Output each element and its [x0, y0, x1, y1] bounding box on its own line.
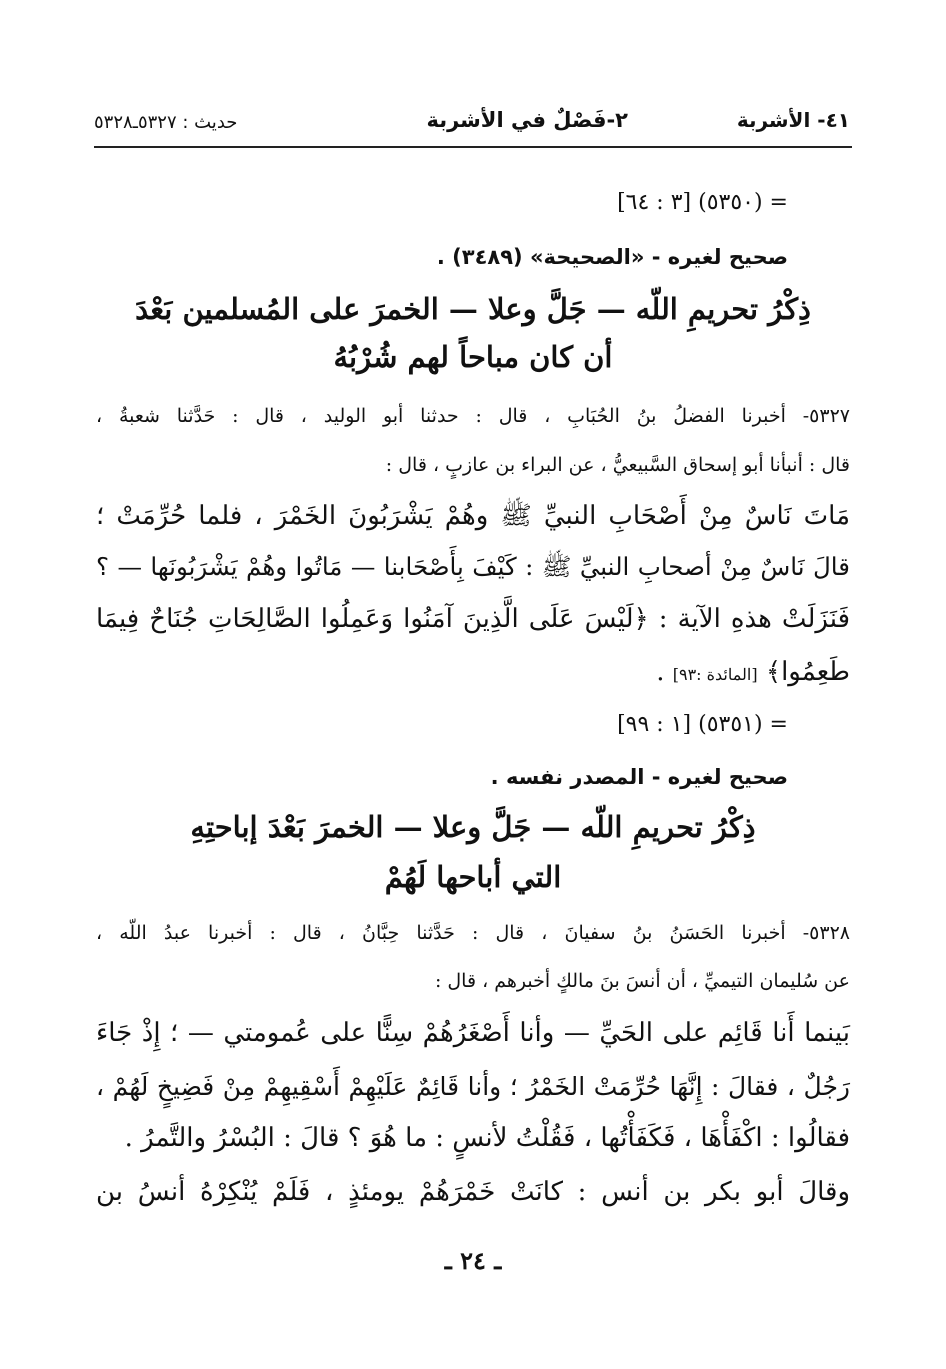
chapter-title-2-line-2: التي أباحها لَهُمْ	[384, 860, 562, 894]
isnad-1-line-1: ٥٣٢٧- أخبرنا الفضلُ بنُ الحُبَابِ ، قال : حدثنا أبو الوليد ، قال : حَدَّثنا شعبةُ ،	[96, 405, 850, 427]
header-divider	[94, 146, 852, 148]
chapter-title-1-line-2: أن كان مباحاً لهم شُرْبُهُ	[333, 340, 613, 374]
grading-1: صحيح لغيره - «الصحيحة» (٣٤٨٩) .	[436, 245, 788, 269]
cross-reference-1: = (٥٣٥٠) [٣ : ٦٤]	[617, 190, 788, 215]
chapter-title-1-line-1: ذِكْرُ تحريمِ اللّه — جَلَّ وعلا — الخمرَ على المُسلمين بَعْدَ	[135, 292, 811, 326]
matn-1-line-2: قالَ نَاسٌ مِنْ أصحابِ النبيِّ ﷺ : كَيْفَ بِأَصْحَابنا — مَاتُوا وهُمْ يَشْرَبُونَها — ؟	[96, 552, 850, 581]
page-number: ـ ٢٤ ـ	[444, 1246, 502, 1275]
quran-reference: [المائدة :٩٣]	[672, 665, 758, 684]
matn-1-line-1: مَاتَ نَاسٌ مِنْ أَصْحَابِ النبيِّ ﷺ وهُمْ يَشْرَبُونَ الخَمْرَ ، فلما حُرِّمَتْ ؛	[96, 501, 850, 531]
matn-2-line-4: وقالَ أبو بكر بن أنس : كانَتْ خَمْرَهُمْ يومئذٍ ، فَلَمْ يُنْكِرْهُ أنسُ بن	[96, 1177, 850, 1207]
sentence-end: .	[656, 657, 665, 687]
cross-reference-2: = (٥٣٥١) [١ : ٩٩]	[617, 712, 788, 737]
matn-1-line-4	[96, 657, 850, 687]
matn-1-line-3: فَنَزَلَتْ هذهِ الآية : ﴿لَيْسَ عَلَى الَّذِينَ آمَنُوا وَعَمِلُوا الصَّالِحَاتِ جُنَاحٌ فِيمَا	[96, 604, 851, 634]
chapter-title-2-line-1: ذِكْرُ تحريمِ اللّه — جَلَّ وعلا — الخمرَ بَعْدَ إباحتِهِ	[190, 810, 756, 844]
header-chapter: ٢-فَصْلٌ في الأشربة	[426, 108, 628, 132]
isnad-2-line-2: عن سُليمان التيميِّ ، أن أنسَ بنَ مالكٍ أخبرهم ، قال :	[434, 970, 850, 992]
grading-2: صحيح لغيره - المصدر نفسه .	[490, 765, 788, 789]
header-hadith-range: حديث : ٥٣٢٧ـ٥٣٢٨	[94, 112, 238, 133]
quran-verse-end: طَعِمُوا﴾	[765, 657, 850, 687]
header-book-section: ٤١- الأشربة	[736, 108, 850, 132]
isnad-2-line-1: ٥٣٢٨- أخبرنا الحَسَنُ بنُ سفيانَ ، قال : حَدَّثنا حِبَّانُ ، قال : أخبرنا عبدُ اللّه ،	[96, 922, 850, 944]
matn-2-line-3: فقالُوا : اكْفَأْهَا ، فَكَفَأْتُها ، فَقُلْتُ لأنسٍ : ما هُوَ ؟ قالَ : البُسْرُ والتَّمرُ .	[124, 1123, 850, 1153]
matn-2-line-1: بَينما أَنا قَائِم على الحَيِّ — وأنا أَصْغَرُهُمْ سِنًّا على عُمومتي — ؛ إِذْ جَاءَ	[96, 1018, 850, 1048]
isnad-1-line-2: قال : أنبأنا أبو إسحاق السَّبيعيُّ ، عن البراء بن عازبٍ ، قال :	[385, 454, 850, 476]
matn-2-line-2: رَجُلٌ ، فقالَ : إِنَّهَا حُرِّمَتْ الخَمْرُ ؛ وأنا قَائِمٌ عَلَيْهِمْ أَسْقِيهِمْ مِنْ فَضِيخٍ لَهُمْ ،	[96, 1072, 850, 1101]
